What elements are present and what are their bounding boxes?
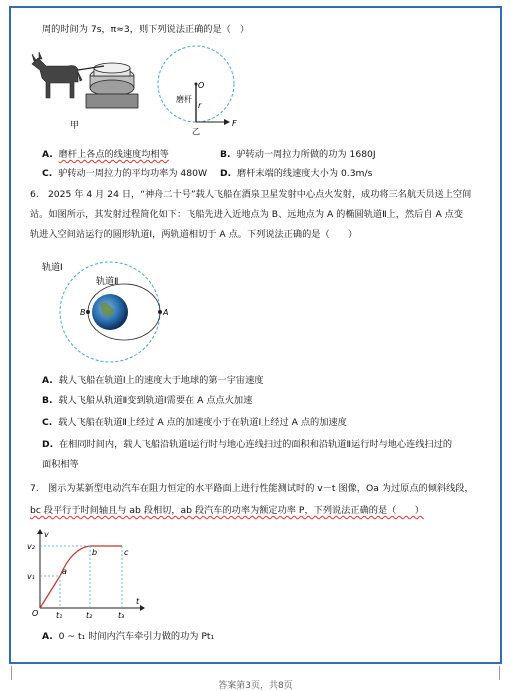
force-label: F	[232, 119, 237, 128]
millstone	[86, 63, 138, 108]
q5-option-d: D. 磨杆末端的线速度大小为 0.3m/s	[220, 168, 373, 179]
rod-label: 磨杆	[176, 95, 192, 104]
t1-label: t₁	[56, 611, 63, 620]
q7-line2: bc 段平行于时间轴且与 ab 段相切，ab 段汽车的功率为额定功率 P，下列说法正确的是（ ）	[30, 505, 424, 516]
orbit-two-label: 轨道Ⅱ	[96, 277, 119, 287]
point-c-label: c	[124, 548, 129, 557]
q7-line1: 7. 图示为某新型电动汽车在阻力恒定的水平路面上进行性能测试时的 v－t 图像，Oa 为过原点的倾斜线段，	[30, 483, 474, 494]
q5-option-c: C. 驴转动一周拉力的平均功率为 480W	[42, 168, 208, 179]
t-axis-label: t	[136, 597, 140, 606]
t2-label: t₂	[86, 611, 93, 620]
q5-option-b: B. 驴转动一周拉力所做的功为 1680J	[220, 149, 376, 160]
q6-line1: 6. 2025 年 4 月 24 日，“神舟二十号”载人飞船在酒泉卫星发射中心点火发射，成功将三名航天员送上空间	[30, 189, 472, 200]
orbit-figure	[38, 256, 188, 364]
fig-label-yi: 乙	[192, 127, 200, 136]
q6-option-c: C. 载人飞船在轨道Ⅱ上经过 A 点的加速度小于在轨道Ⅰ上经过 A 点的加速度	[42, 417, 347, 428]
v2-label: v₂	[27, 542, 35, 551]
q7-option-a: A. 0 ~ t₁ 时间内汽车牵引力做的功为 Pt₁	[42, 631, 215, 642]
q6-option-d-cont: 面积相等	[42, 459, 79, 470]
donkey-mill-figure	[28, 52, 140, 130]
q5-option-a: A. 磨杆上各点的线速度均相等	[42, 149, 169, 160]
vt-graph	[26, 528, 146, 620]
origin-label: O	[32, 609, 39, 618]
point-b-label: B	[80, 308, 86, 317]
donkey-illustration	[32, 52, 82, 98]
q6-option-a: A. 载人飞船在轨道Ⅰ上的速度大于地球的第一宇宙速度	[42, 375, 264, 386]
page-footer: 答案第3页，共8页	[218, 681, 293, 691]
v-axis-label: v	[44, 530, 49, 539]
point-b-dot	[86, 310, 90, 314]
q6-option-d: D. 在相同时间内，载人飞船沿轨道Ⅰ运行时与地心连线扫过的面积和沿轨道Ⅱ运行时与地心连线扫过的	[42, 439, 453, 450]
t3-label: t₃	[118, 611, 125, 620]
radius-label: r	[198, 101, 202, 110]
rod-circle-figure	[150, 42, 246, 136]
point-b-label: b	[92, 548, 98, 557]
q6-line2: 站。如图所示，其发射过程简化如下：飞船先进入近地点为 B、远地点为 A 的椭圆轨道Ⅱ上，然后自 A 点变	[30, 209, 464, 220]
point-a-label: A	[163, 308, 169, 317]
point-a-label: a	[62, 567, 67, 576]
segment-oa	[40, 576, 60, 608]
q6-line3: 轨进入空间站运行的圆形轨道Ⅰ，两轨道相切于 A 点。下列说法正确的是（ ）	[30, 229, 358, 240]
q6-option-b: B. 载人飞船从轨道Ⅱ变到轨道Ⅰ需要在 A 点点火加速	[42, 395, 253, 406]
q5-intro: 周的时间为 7s，π≈3，则下列说法正确的是（ ）	[42, 24, 250, 35]
point-o: O	[198, 81, 205, 90]
orbit-one-label: 轨道Ⅰ	[42, 263, 63, 273]
fig-label-jia: 甲	[70, 121, 80, 130]
v1-label: v₁	[27, 572, 35, 581]
point-a-dot	[158, 310, 162, 314]
